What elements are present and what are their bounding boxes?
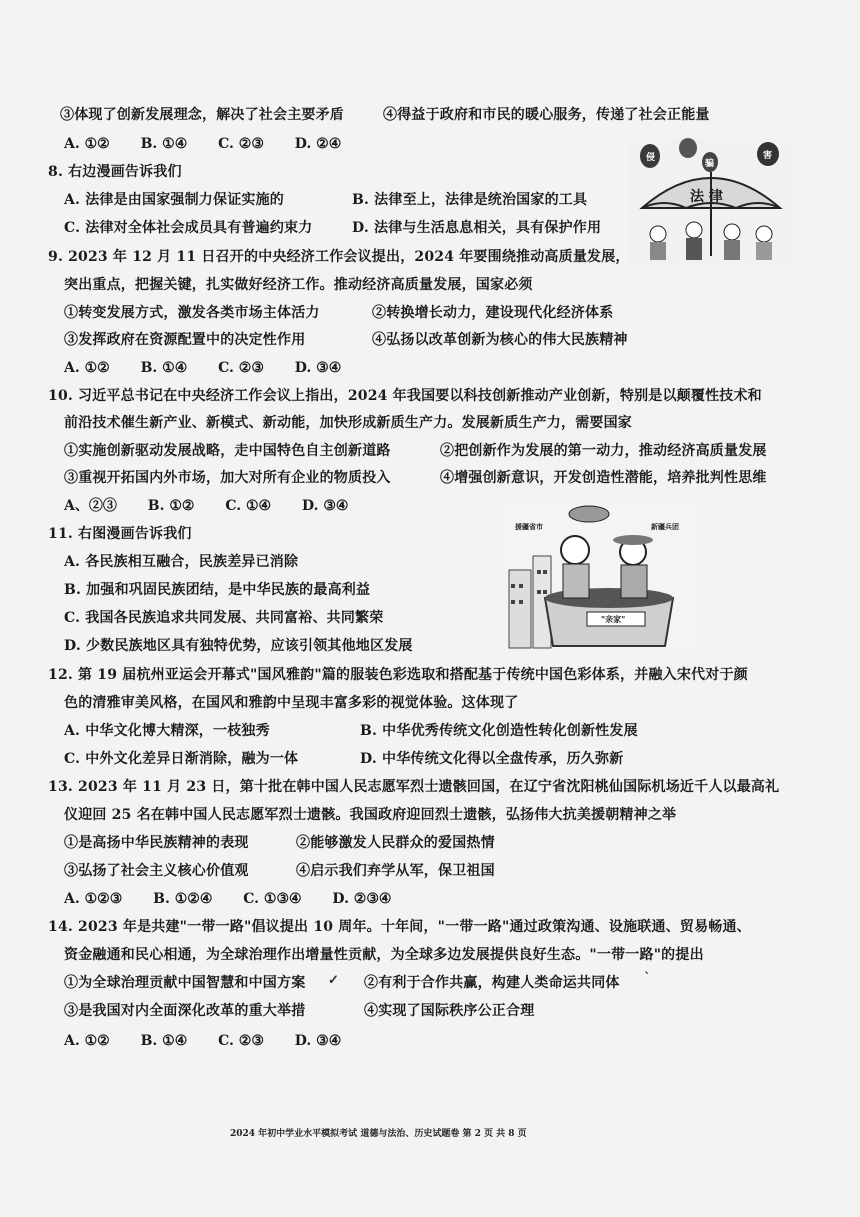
- question-9-stem-2: 突出重点，把握关键，扎实做好经济工作。推动经济高质量发展，国家必须: [64, 277, 533, 293]
- choice-d: D. ②④: [294, 136, 342, 152]
- question-13-stem-1: 13. 2023 年 11 月 23 日，第十批在韩中国人民志愿军烈士遗骸回国，在辽宁省沈阳桃仙国际机场近千人以最高礼: [48, 779, 780, 795]
- question-14-stem-2: 资金融通和民心相通，为全球治理作出增量性贡献，为全球多边发展提供良好生态。"一带一路"的提出: [64, 947, 704, 963]
- choice-c: C. ②③: [218, 1033, 264, 1049]
- choice-b: B. ①②: [147, 498, 195, 514]
- question-10-stem-1: 10. 习近平总书记在中央经济工作会议上指出，2024 年我国要以科技创新推动产业创新，特别是以颠覆性技术和: [48, 388, 762, 404]
- question-10-item-3: ③重视开拓国内外市场，加大对所有企业的物质投入: [64, 470, 391, 486]
- question-14-item-3: ③是我国对内全面深化改革的重大举措: [64, 1003, 306, 1019]
- question-9-item-2: ②转换增长动力，建设现代化经济体系: [372, 305, 614, 321]
- question-13-item-4: ④启示我们弃学从军，保卫祖国: [296, 863, 495, 879]
- sign-left: 援疆省市: [515, 522, 543, 531]
- choice-a: A. ①②: [64, 1033, 110, 1049]
- choice-d: D. ③④: [294, 1033, 342, 1049]
- choice-c: C. ②③: [218, 360, 264, 376]
- choice-c: C. ①③④: [243, 891, 302, 907]
- question-12-option-d: D. 中华传统文化得以全盘传承，历久弥新: [360, 751, 624, 767]
- question-13-stem-2: 仪迎回 25 名在韩中国人民志愿军烈士遗骸。我国政府迎回烈士遗骸，弘扬伟大抗美援朝精神之举: [64, 807, 677, 823]
- question-11-option-a: A. 各民族相互融合，民族差异已消除: [64, 554, 299, 570]
- choice-c: C. ①④: [225, 498, 272, 514]
- pot-banner: "亲家": [601, 614, 626, 624]
- choices-row: [64, 135, 367, 153]
- question-11-option-c: C. 我国各民族追求共同发展、共同富裕、共同繁荣: [64, 610, 384, 626]
- question-11-stem: 11. 右图漫画告诉我们: [48, 526, 192, 542]
- question-14-stem-1: 14. 2023 年是共建"一带一路"倡议提出 10 周年。十年间，"一带一路"通过政策沟通、设施联通、贸易畅通、: [48, 919, 751, 935]
- drop-label-2: 骗: [705, 159, 715, 169]
- question-13-item-1: ①是高扬中华民族精神的表现: [64, 835, 249, 851]
- question-11-option-d: D. 少数民族地区具有独特优势，应该引领其他地区发展: [64, 638, 413, 654]
- option-item-3: ③体现了创新发展理念，解决了社会主要矛盾: [60, 107, 344, 123]
- question-12-option-a: A. 中华文化博大精深，一枝独秀: [64, 723, 270, 739]
- question-13-item-3: ③弘扬了社会主义核心价值观: [64, 863, 249, 879]
- check-mark-1: ✓: [328, 973, 339, 988]
- question-10-item-2: ②把创新作为发展的第一动力，推动经济高质量发展: [440, 443, 767, 459]
- question-8-option-d: D. 法律与生活息息相关，具有保护作用: [352, 220, 602, 236]
- question-14-item-1: ①为全球治理贡献中国智慧和中国方案: [64, 975, 306, 991]
- choice-a: A. ①②: [64, 360, 110, 376]
- question-12-option-c: C. 中外文化差异日渐消除，融为一体: [64, 751, 299, 767]
- question-10-stem-2: 前沿技术催生新产业、新模式、新动能，加快形成新质生产力。发展新质生产力，需要国家: [64, 415, 632, 431]
- option-item-4: ④得益于政府和市民的暖心服务，传递了社会正能量: [383, 107, 710, 123]
- choice-d: D. ②③④: [332, 891, 392, 907]
- question-9-stem-1: 9. 2023 年 12 月 11 日召开的中央经济工作会议提出，2024 年要围绕推动高质量发展，: [48, 249, 630, 265]
- question-9-choices: [64, 359, 367, 377]
- page-footer: 2024 年初中学业水平模拟考试 道德与法治、历史试题卷 第 2 页 共 8 页: [230, 1129, 527, 1139]
- question-10-choices: [64, 497, 374, 515]
- choice-d: D. ③④: [301, 498, 349, 514]
- question-14-item-4: ④实现了国际秩序公正合理: [364, 1003, 535, 1019]
- umbrella-label: 法 律: [690, 189, 723, 205]
- choice-a: A. ①②③: [64, 891, 123, 907]
- choice-b: B. ①④: [140, 360, 188, 376]
- choice-b: B. ①②④: [153, 891, 213, 907]
- question-8-option-a: A. 法律是由国家强制力保证实施的: [64, 192, 285, 208]
- drop-label-3: 害: [763, 151, 773, 161]
- question-10-item-1: ①实施创新驱动发展战略，走中国特色自主创新道路: [64, 443, 391, 459]
- sign-right: 新疆兵团: [651, 522, 679, 531]
- question-12-stem-1: 12. 第 19 届杭州亚运会开幕式"国风雅韵"篇的服装色彩选取和搭配基于传统中国色彩体系，并融入宋代对于颜: [48, 667, 748, 683]
- choice-a: A. ①②: [64, 136, 110, 152]
- question-12-stem-2: 色的清雅审美风格，在国风和雅韵中呈现丰富多彩的视觉体验。这体现了: [64, 695, 519, 711]
- question-8-option-b: B. 法律至上，法律是统治国家的工具: [352, 192, 588, 208]
- question-9-item-3: ③发挥政府在资源配置中的决定性作用: [64, 332, 306, 348]
- drop-label-1: 侵: [646, 153, 656, 163]
- choice-c: C. ②③: [218, 136, 264, 152]
- question-13-choices: [64, 890, 417, 908]
- question-14-item-2: ②有利于合作共赢，构建人类命运共同体: [364, 975, 620, 991]
- question-11-option-b: B. 加强和巩固民族团结，是中华民族的最高利益: [64, 582, 371, 598]
- question-10-item-4: ④增强创新意识，开发创造性潜能，培养批判性思维: [440, 470, 767, 486]
- question-13-item-2: ②能够激发人民群众的爱国热情: [296, 835, 495, 851]
- question-12-option-b: B. 中华优秀传统文化创造性转化创新性发展: [360, 723, 638, 739]
- choice-d: D. ③④: [294, 360, 342, 376]
- question-9-item-1: ①转变发展方式，激发各类市场主体活力: [64, 305, 320, 321]
- question-8-option-c: C. 法律对全体社会成员具有普遍约束力: [64, 220, 313, 236]
- question-14-choices: [64, 1032, 367, 1050]
- choice-b: B. ①④: [140, 1033, 188, 1049]
- choice-b: B. ①④: [140, 136, 188, 152]
- law-umbrella-cartoon: [628, 138, 794, 270]
- check-mark-2: ˋ: [644, 971, 651, 986]
- question-8-stem: 8. 右边漫画告诉我们: [48, 164, 182, 180]
- question-9-item-4: ④弘扬以改革创新为核心的伟大民族精神: [372, 332, 628, 348]
- choice-a: A、②③: [64, 498, 117, 514]
- ethnic-unity-cartoon: [505, 500, 695, 650]
